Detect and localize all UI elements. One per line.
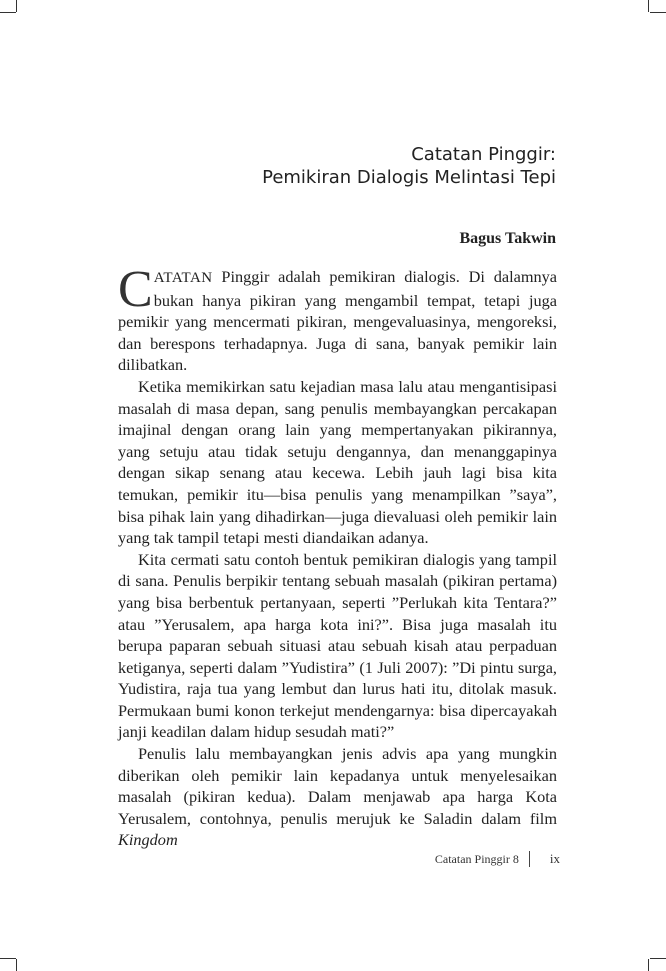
page-number: ix [549, 851, 560, 866]
crop-mark [0, 958, 16, 959]
paragraph-text: Penulis lalu membayangkan jenis advis apa yang mungkin diberikan oleh pemikir lain kepadanya untuk menyelesaikan masalah (pikiran kedua). Dalam menjawab apa harga Kota Yerusalem, contohnya, penulis merujuk ke Saladin dalam film [118, 744, 557, 828]
crop-mark [16, 959, 17, 971]
chapter-heading [262, 143, 556, 189]
paragraph [118, 261, 557, 376]
crop-mark [0, 12, 16, 13]
page-footer [435, 851, 560, 867]
crop-mark [650, 12, 666, 13]
author-name: Bagus Takwin [459, 230, 556, 247]
paragraph: Kita cermati satu contoh bentuk pemikiran dialogis yang tampil di sana. Penulis berpikir tentang sebuah masalah (pikiran pertama) yang bisa berbentuk pertanyaan, seperti ”Perlukah kita Tentara?” atau ”Yerusalem, apa harga kota ini?”. Bisa juga masalah itu berupa paparan sebuah situasi atau sebuah kisah atau perpaduan ketiganya, seperti dalam ”Yudistira” (1 Juli 2007): ”Di pintu surga, Yudistira, raja tua yang lembut dan lurus hati itu, ditolak masuk. Permukaan bumi konon terkejut mendengarnya: bisa dipercayakah janji keadilan dalam hidup sesudah mati?” [118, 549, 557, 742]
footer-divider [529, 851, 530, 867]
paragraph: Ketika memikirkan satu kejadian masa lalu atau mengantisipasi masalah di masa depan, sang penulis membayangkan percakapan imajinal dengan orang lain yang mempertanyakan pikirannya, yang setuju atau tidak setuju dengannya, dan menanggapinya dengan sikap senang atau kecewa. Lebih jauh lagi bisa kita temukan, pemikir itu—bisa penulis yang menampilkan ”saya”, bisa pihak lain yang dihadirkan—juga dievaluasi oleh pemikir lain yang tak tampil tetapi mesti diandaikan adanya. [118, 376, 557, 548]
chapter-title: Catatan Pinggir: [411, 144, 556, 165]
italic-title: Kingdom [118, 830, 178, 850]
drop-cap: C [118, 261, 153, 318]
body-text [118, 261, 557, 851]
paragraph-text: Pinggir adalah pemikiran dialogis. Di dalamnya bukan hanya pikiran yang mengambil tempat, tetapi juga pemikir yang mencermati pikiran, mengevaluasinya, mengoreksi, dan berespons terhadapnya. Juga di sana, banyak pemikir lain dilibatkan. [118, 267, 557, 375]
crop-mark [648, 959, 649, 971]
chapter-subtitle: Pemikiran Dialogis Melintasi Tepi [262, 167, 556, 188]
running-title: Catatan Pinggir 8 [434, 851, 519, 866]
paragraph [118, 743, 557, 851]
small-caps-lead: ATATAN [153, 270, 213, 286]
crop-mark [648, 0, 649, 12]
crop-mark [650, 958, 666, 959]
crop-mark [16, 0, 17, 12]
